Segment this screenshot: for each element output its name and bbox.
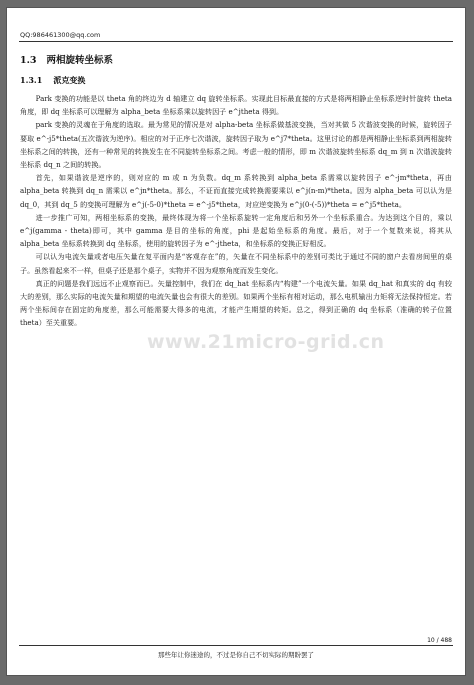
header-divider — [19, 41, 453, 42]
paragraph: 进一步推广可知，两相坐标系的变换，最终体现为将一个坐标系旋转一定角度后和另外一个坐标系重合。为达到这个目的，乘以 e^j(gamma - theta)即可，其中 gamma 是目的坐标的角度，phi 是起始坐标系的角度。最后，对于一个复数来说，将其从 alpha_beta 坐标系转换到 dq 坐标系，使用的旋转因子为 e^-jtheta，和坐标系的变换正好相反。 — [20, 212, 452, 249]
paragraph: 真正的问题是我们远远不止观察而已。矢量控制中，我们在 dq_hat 坐标系内“构建”一个电流矢量。如果 dq_hat 和真实的 dq 有较大的差别，那么实际的电流矢量和期望的电流矢量也会有很大的差别。如果两个坐标有相对运动，那么电机输出力矩将无法保持恒定。若两个坐标间存在固定的角度差，那么可能需要大得多的电流，才能产生期望的转矩。总之，得到正确的 dq 坐标系（准确的转子位置 theta）至关重要。 — [20, 278, 452, 328]
header-email: QQ:986461300@qq.com — [20, 31, 101, 39]
paragraph: 可以认为电流矢量或者电压矢量在复平面内是“客观存在”的，矢量在不同坐标系中的差别可类比于通过不同的窗户去看房间里的桌子。虽然看起来不一样，但桌子还是那个桌子，实物并不因为观察角度而发生变化。 — [20, 252, 452, 275]
section-number: 1.3 — [20, 55, 37, 66]
paragraph: Park 变换的功能是以 theta 角的终边为 d 轴建立 dq 旋转坐标系。实现此目标最直接的方式是将两相静止坐标系逆时针旋转 theta 角度，即 dq 坐标系可以理解为 alpha_beta 坐标系乘以旋转因子 e^jtheta 得到。 — [20, 94, 452, 117]
document-page — [7, 8, 465, 675]
paragraph: 首先，如果谐波是逆序的，则对应的 m 或 n 为负数。dq_m 系转换到 alpha_beta 系需乘以旋转因子 e^-jm*theta，再由 alpha_beta 转换到 dq_n 需乘以 e^jn*theta。那么，不证而直接完成转换需要乘以 e^j(n-m)*theta。因为 alpha_beta 可以认为是 dq_0，其到 dq_5 的变换可理解为 e^j(-5-0)*theta = e^-j5*theta，对应逆变换为 e^j(0-(-5))*theta = e^j5*theta。 — [20, 173, 452, 209]
section-heading — [20, 52, 113, 66]
paragraph: park 变换的灵魂在于角度的选取。最为常见的情况是对 alpha-beta 坐标系做基波变换，当对其做 5 次谐波变换的时候，旋转因子要取 e^-j5*theta(五次谐波为逆序)。相应的对于正序七次谐波，旋转因子取为 e^j7*theta。这里讨论的都是两相静止坐标系到两相旋转坐标系之间的转换，还有一种常见的转换发生在不同旋转坐标系之间。考虑一般的情形，即 m 次谐波旋转坐标系 dq_m 到 n 次谐波旋转坐标系 dq_n 之间的转换。 — [20, 120, 452, 170]
section-title: 两相旋转坐标系 — [46, 55, 113, 66]
footer-quote: 那些年让你迷途的，不过是你自己不切实际的期盼罢了 — [158, 651, 314, 659]
subsection-title: 派克变换 — [53, 75, 86, 85]
watermark: www.21micro-grid.cn — [147, 331, 385, 353]
subsection-number: 1.3.1 — [20, 75, 43, 85]
footer-divider — [19, 645, 453, 646]
body-text — [20, 92, 452, 330]
page-number: 10 / 488 — [427, 637, 452, 644]
subsection-heading — [20, 75, 85, 86]
